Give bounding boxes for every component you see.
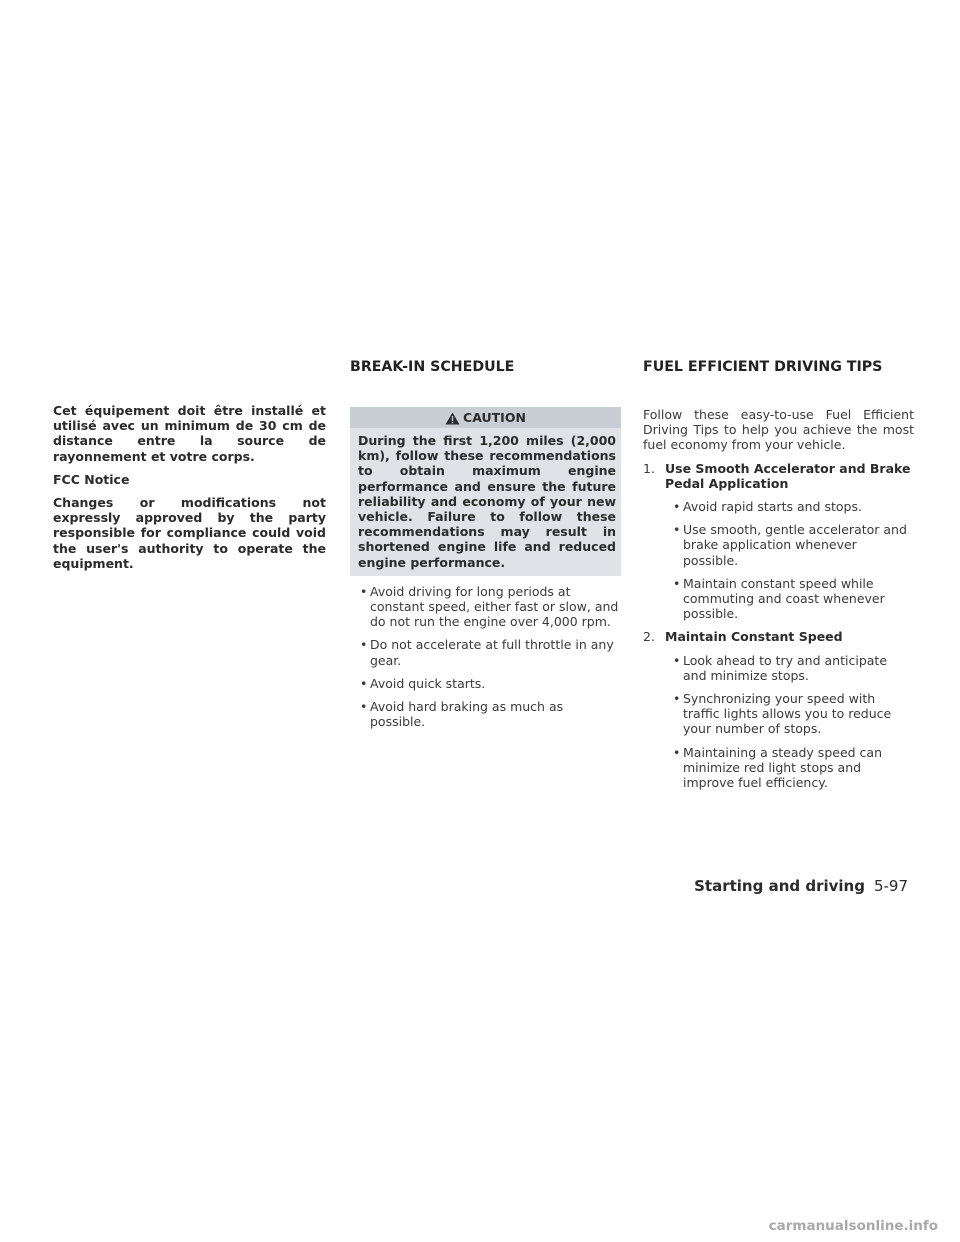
tip-item xyxy=(643,629,914,644)
footer-section-title: Starting and driving xyxy=(694,877,865,895)
list-item: • Avoid quick starts. xyxy=(360,675,486,691)
break-in-heading: BREAK-IN SCHEDULE xyxy=(350,359,515,375)
warning-triangle-icon xyxy=(445,412,460,425)
fuel-tips-section xyxy=(643,357,914,798)
fuel-tips-intro: Follow these easy-to-use Fuel Efficient Driving Tips to help you achieve the most fuel economy from your vehicle. xyxy=(643,407,914,453)
fcc-notice-text: Changes or modifications not expressly approved by the party responsible for compliance could void the user's authority to operate the equipment. xyxy=(53,495,326,571)
tip-number: 2. xyxy=(643,629,655,645)
tip-number: 1. xyxy=(643,460,655,476)
list-item: • Do not accelerate at full throttle in any gear. xyxy=(360,637,614,668)
list-item: • Avoid driving for long periods at constant speed, either fast or slow, and do not run the engine over 4,000 rpm. xyxy=(360,583,619,630)
tip-bullet-list xyxy=(643,653,914,791)
fuel-tips-heading: FUEL EFFICIENT DRIVING TIPS xyxy=(643,359,883,375)
caution-title-bar xyxy=(350,407,621,428)
tip-item xyxy=(643,461,914,491)
list-item: • Avoid rapid starts and stops. xyxy=(673,499,862,515)
list-item: • Use smooth, gentle accelerator and brake application whenever possible. xyxy=(673,522,907,568)
caution-text: During the first 1,200 miles (2,000 km), follow these recommendations to obtain maximum engine performance and ensure the future reliability and economy of your new vehicle. Failure to follow these recommendations may result in shortened engine life and reduced engine performance. xyxy=(358,433,616,570)
caution-label: CAUTION xyxy=(463,410,526,425)
tip-title: Maintain Constant Speed xyxy=(665,629,843,645)
page-footer xyxy=(694,877,908,895)
tip-title: Use Smooth Accelerator and Brake Pedal Application xyxy=(665,460,911,491)
left-column xyxy=(53,403,326,579)
tip-bullet-list xyxy=(643,499,914,621)
fcc-notice-heading: FCC Notice xyxy=(53,471,130,487)
break-in-bullet-list xyxy=(350,584,621,730)
list-item: • Look ahead to try and anticipate and minimize stops. xyxy=(673,652,888,683)
watermark: carmanualsonline.info xyxy=(768,1218,938,1234)
french-compliance-text: Cet équipement doit être installé et utilisé avec un minimum de 30 cm de distance entre la source de rayonnement et votre corps. xyxy=(53,403,326,464)
list-item: • Maintain constant speed while commuting and coast whenever possible. xyxy=(673,575,885,622)
list-item: • Synchronizing your speed with traffic lights allows you to reduce your number of stops. xyxy=(673,691,892,737)
break-in-section xyxy=(350,357,621,737)
caution-box xyxy=(350,407,621,576)
list-item: • Maintaining a steady speed can minimize red light stops and improve fuel efficiency. xyxy=(673,744,882,791)
page-number: 5-97 xyxy=(873,877,908,895)
list-item: • Avoid hard braking as much as possible. xyxy=(360,699,564,730)
